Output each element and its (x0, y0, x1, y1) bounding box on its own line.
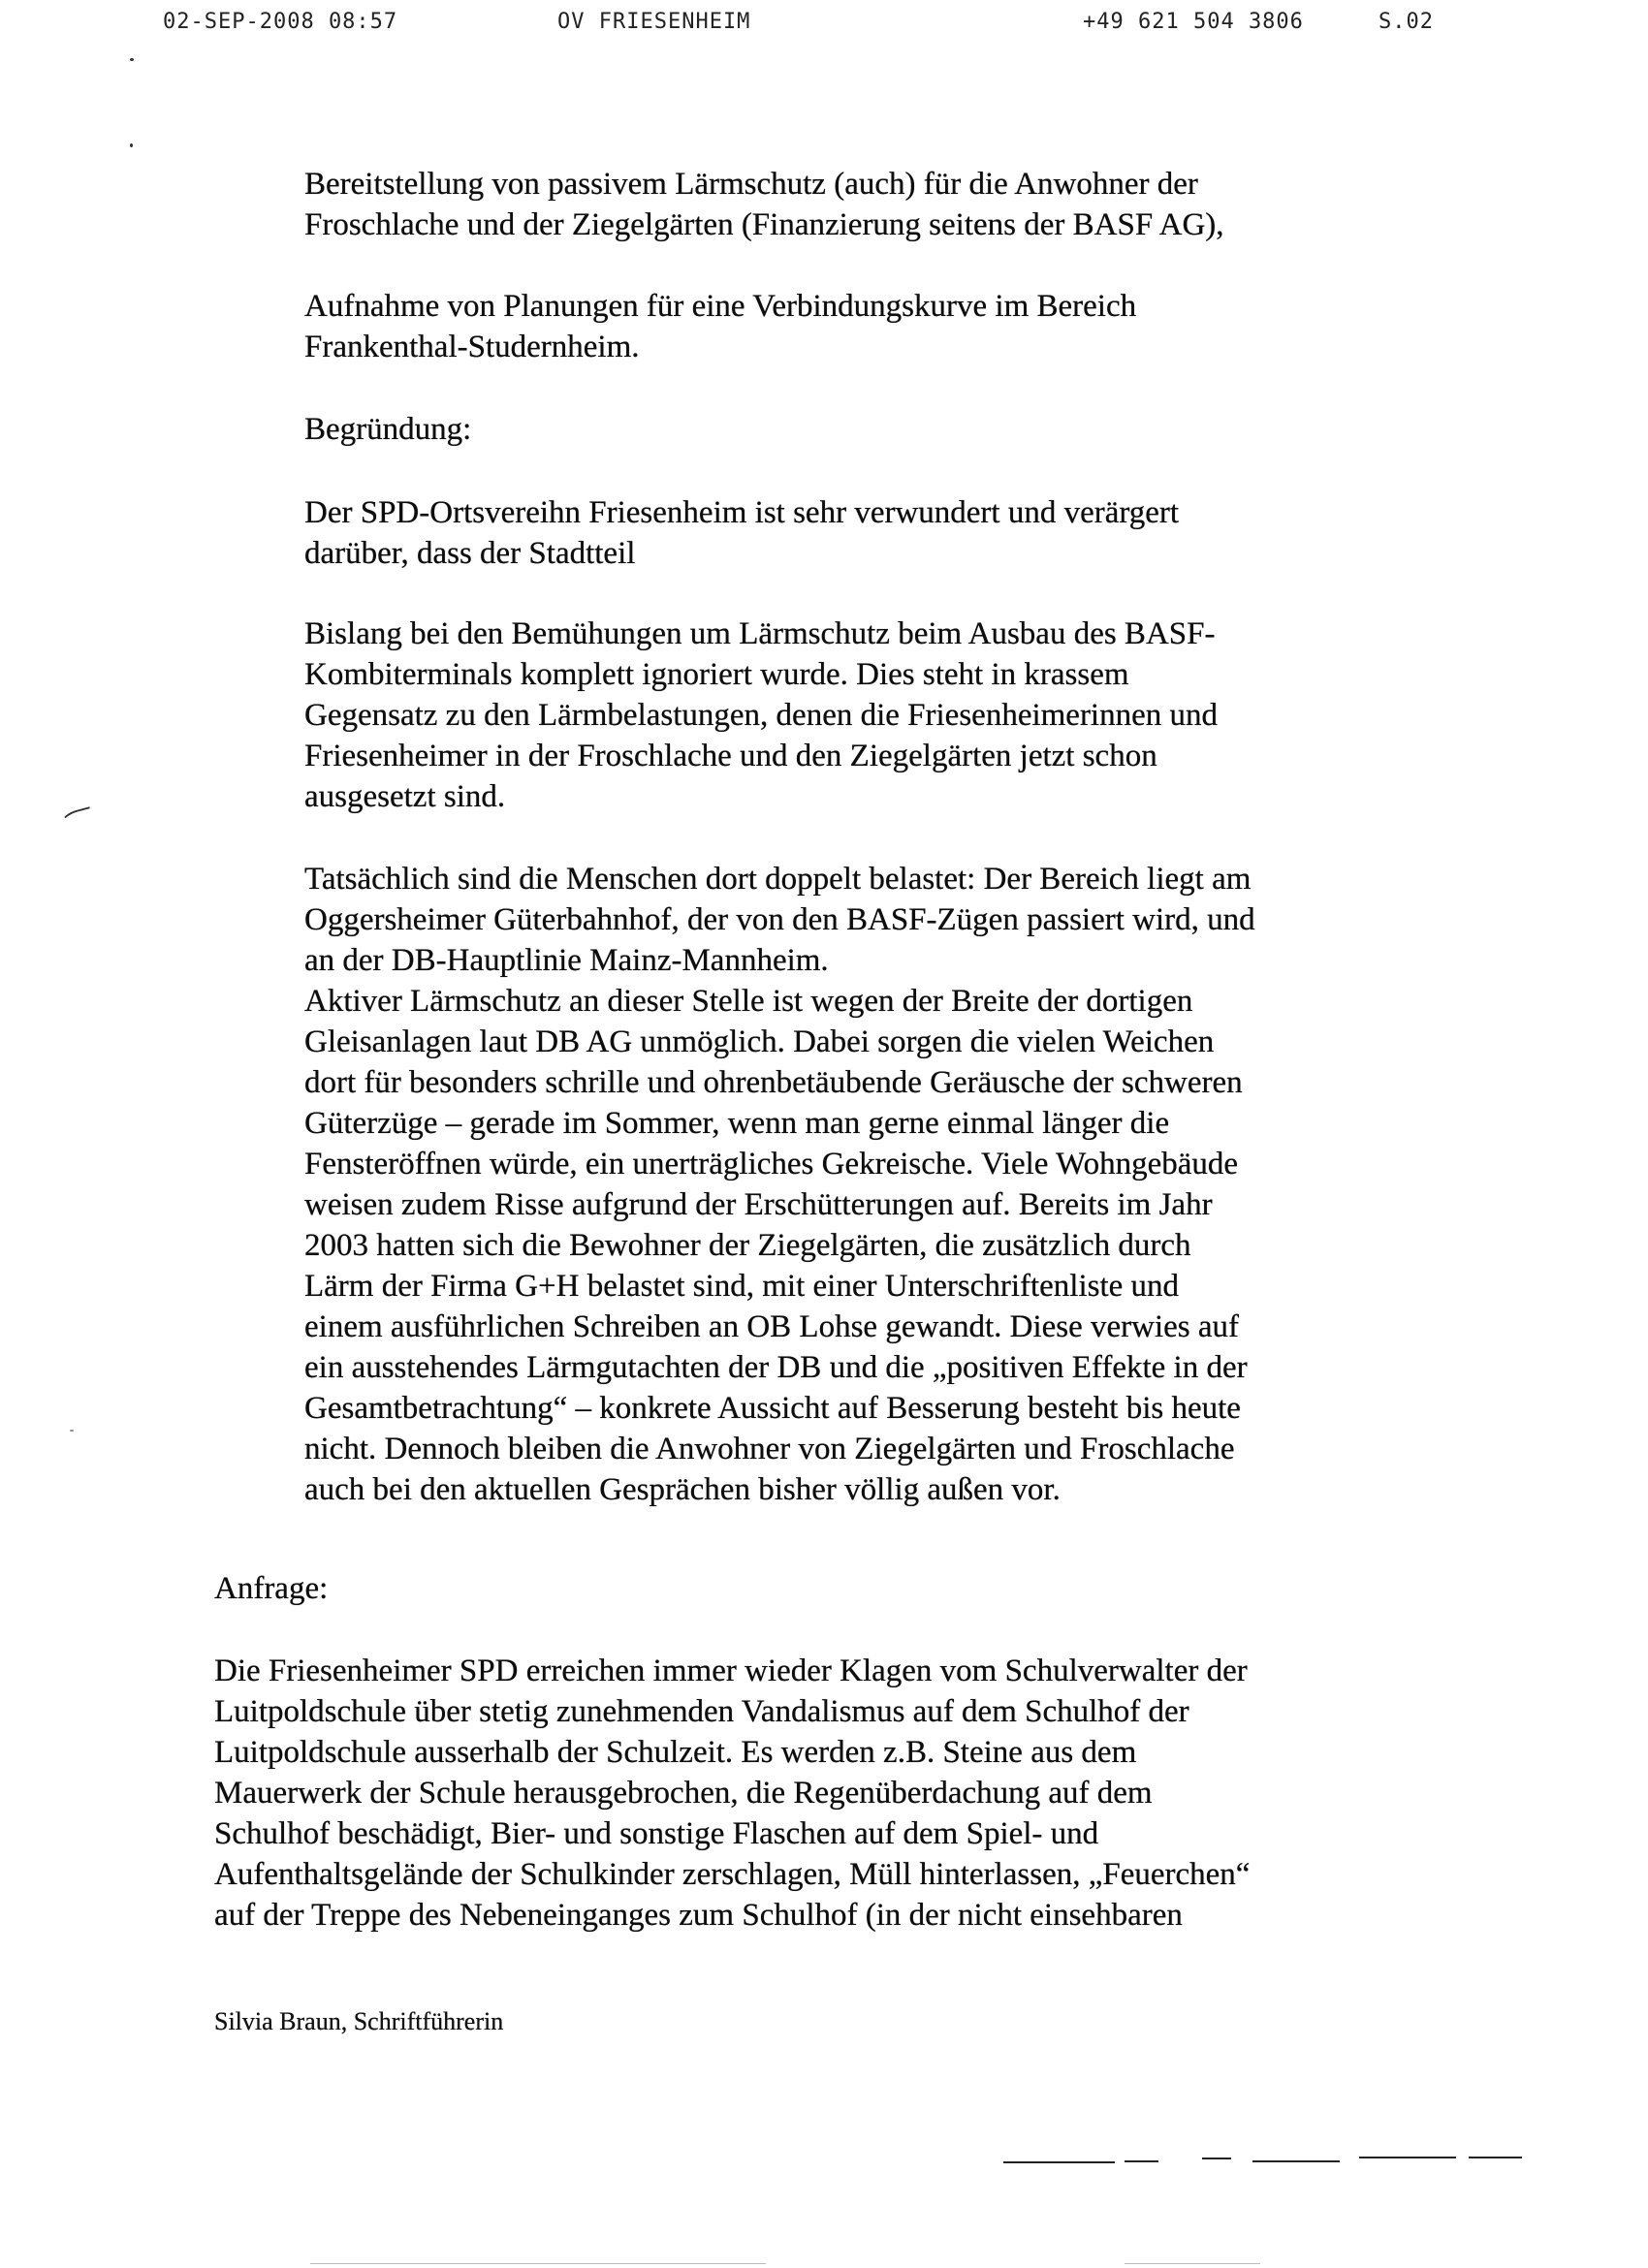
margin-mark (59, 806, 93, 830)
footer-rule (1252, 2160, 1340, 2162)
footer-rule (1202, 2158, 1231, 2159)
footer-rule (1359, 2157, 1456, 2158)
paragraph-double-burden: Tatsächlich sind die Menschen dort doppelt belastet: Der Bereich liegt am Oggersheimer Güterbahnhof, der von den BASF-Zügen passiert wird, und an der DB-Hauptlinie Mainz-Mannheim. Aktiver Lärmschutz an dieser Stelle ist wegen der Breite der dortigen Gleisanlagen laut DB AG unmöglich. Dabei sorgen die vielen Weichen dort für besonders schrille und ohrenbetäubende Geräusche der schweren Güterzüge – gerade im Sommer, wenn man gerne einmal länger die Fensteröffnen würde, ein unerträgliches Gekreische. Viele Wohngebäude weisen zudem Risse aufgrund der Erschütterungen auf. Bereits im Jahr 2003 hatten sich die Bewohner der Ziegelgärten, die zusätzlich durch Lärm der Firma G+H belastet sind, mit einer Unterschriftenliste und einem ausführlichen Schreiben an OB Lohse gewandt. Diese verwies auf ein ausstehendes Lärmgutachten der DB und die „positiven Effekte in der Gesamtbetrachtung“ – konkrete Aussicht auf Besserung besteht bis heute nicht. Dennoch bleiben die Anwohner von Ziegelgärten und Froschlache auch bei den aktuellen Gesprächen bisher völlig außen vor. (304, 862, 1255, 1507)
paragraph-connecting-curve: Aufnahme von Planungen für eine Verbindungskurve im Bereich Frankenthal-Studernheim. (304, 289, 1137, 364)
fax-page-number: S.02 (1379, 10, 1434, 34)
footer-rule (1125, 2160, 1158, 2162)
fax-header (0, 4, 1648, 43)
scan-speck (130, 58, 134, 61)
paragraph-spd-statement: Der SPD-Ortsvereihn Friesenheim ist sehr verwundert und verärgert darüber, dass der Stadtteil (304, 495, 1180, 571)
scan-artefact-line (1125, 2263, 1260, 2264)
paragraph-vandalism-inquiry: Die Friesenheimer SPD erreichen immer wieder Klagen vom Schulverwalter der Luitpoldschule über stetig zunehmenden Vandalismus auf dem Schulhof der Luitpoldschule ausserhalb der Schulzeit. Es werden z.B. Steine aus dem Mauerwerk der Schule herausgebrochen, die Regenüberdachung auf dem Schulhof beschädigt, Bier- und sonstige Flaschen auf dem Spiel- und Aufenthaltsgelände der Schulkinder zerschlagen, Müll hinterlassen, „Feuerchen“ auf der Treppe des Nebeneinganges zum Schulhof (in der nicht einsehbaren (214, 1654, 1251, 1933)
heading-inquiry: Anfrage: (214, 1571, 329, 1606)
heading-justification: Begründung: (304, 412, 472, 447)
paragraph-ignored-district: Bislang bei den Bemühungen um Lärmschutz beim Ausbau des BASF- Kombiterminals komplett ignoriert wurde. Dies steht in krassem Gegensatz zu den Lärmbelastungen, denen die Friesenheimerinnen und Friesenheimer in der Froschlache und den Ziegelgärten jetzt schon ausgesetzt sind. (304, 616, 1218, 814)
signature-line: Silvia Braun, Schriftführerin (214, 2007, 504, 2035)
scan-artefact-line (310, 2263, 766, 2264)
paragraph-passive-noise-protection: Bereitstellung von passivem Lärmschutz (auch) für die Anwohner der Froschlache und der Ziegelgärten (Finanzierung seitens der BASF AG), (304, 167, 1224, 242)
fax-date-time: 02-SEP-2008 08:57 (163, 10, 398, 34)
scan-speck (130, 143, 133, 147)
fax-sender: OV FRIESENHEIM (557, 10, 751, 34)
footer-rule (1469, 2157, 1522, 2158)
scan-speck (70, 1430, 74, 1432)
fax-phone-number: +49 621 504 3806 (1083, 10, 1304, 34)
footer-rule (1003, 2161, 1115, 2163)
